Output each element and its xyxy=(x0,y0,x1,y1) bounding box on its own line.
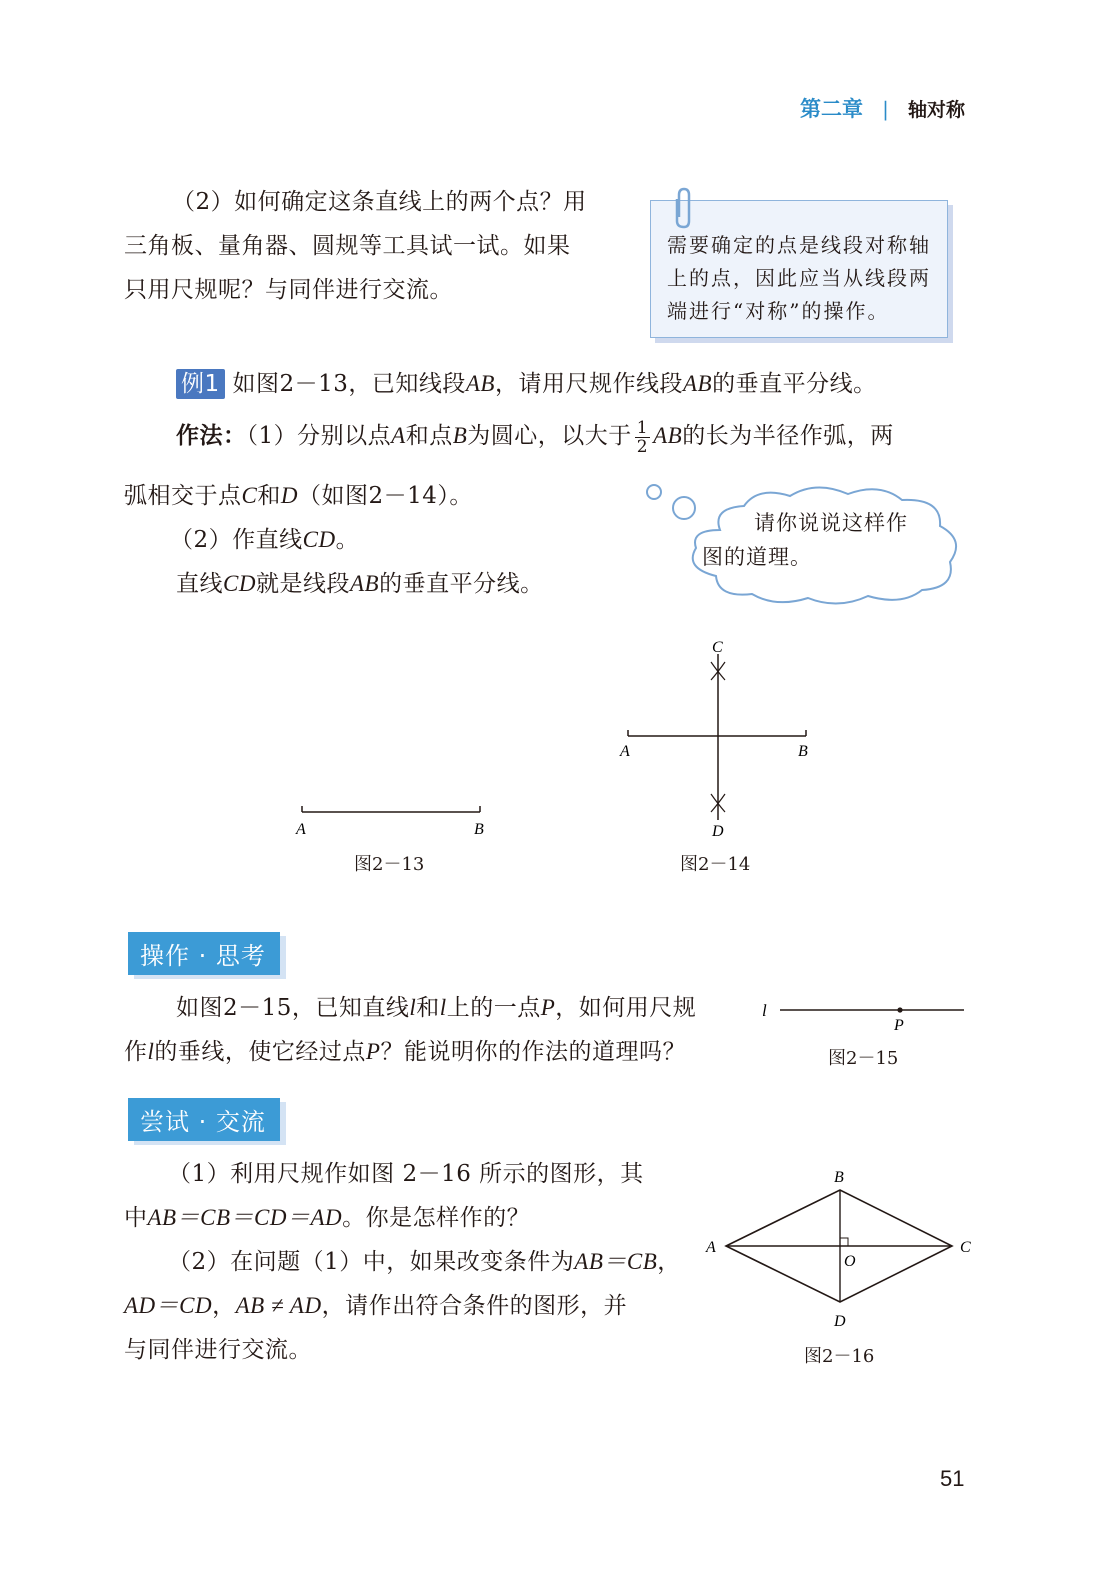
chapter-label: 第二章 xyxy=(800,97,863,121)
step-text: 的长为半径作弧，两 xyxy=(682,423,894,449)
step-text: 。 xyxy=(335,527,360,553)
note-line: 上的点，因此应当从线段两 xyxy=(667,266,931,290)
figure-2-13 xyxy=(290,796,500,846)
paperclip-icon xyxy=(673,187,695,233)
step-text: 为圆心，以大于 xyxy=(467,423,632,449)
figure-2-15 xyxy=(756,994,976,1038)
method-step1 xyxy=(176,414,894,458)
section2-line: （1）利用尺规作如图 2－16 所示的图形，其 xyxy=(168,1161,644,1187)
point-label-c: C xyxy=(960,1239,971,1256)
step-text: 弧相交于点 xyxy=(124,483,242,509)
bubble-line: 图的道理。 xyxy=(702,545,812,569)
section1-paragraph xyxy=(124,986,744,1074)
note-line: 端进行“对称”的操作。 xyxy=(667,299,890,323)
math-var: l xyxy=(439,995,447,1020)
section2-paragraph xyxy=(124,1152,694,1372)
method-conclusion xyxy=(176,562,544,606)
segment-ab xyxy=(302,806,480,812)
point-label-a: A xyxy=(296,821,306,838)
math-var: A xyxy=(391,423,406,448)
math-var: C xyxy=(241,483,258,508)
step-text: 的垂直平分线。 xyxy=(379,571,544,597)
header-separator: | xyxy=(882,97,889,121)
math-var: AB xyxy=(349,571,380,596)
math-var: CD xyxy=(302,527,336,552)
math-var: P xyxy=(540,995,556,1020)
segment-ab xyxy=(628,730,806,736)
line-label-l: l xyxy=(762,1001,767,1020)
point-label-d: D xyxy=(712,823,724,840)
math-var: AB xyxy=(653,423,683,448)
math-var: P xyxy=(365,1039,381,1064)
math-equation: AB＝CB＝CD＝AD xyxy=(147,1205,343,1230)
section-tag: 操作 · 思考 xyxy=(128,932,280,975)
point-label-a: A xyxy=(620,743,630,760)
example-text: 的垂直平分线。 xyxy=(712,371,877,397)
figure-caption: 图2－13 xyxy=(354,854,425,875)
intro-line: （2）如何确定这条直线上的两个点？用 xyxy=(172,189,587,215)
step-text: 就是线段 xyxy=(255,571,350,597)
method-step1-cont xyxy=(124,474,473,518)
step-text: （如图2－14）。 xyxy=(297,483,473,509)
intro-line: 只用尺规呢？与同伴进行交流。 xyxy=(124,277,453,303)
math-var: D xyxy=(280,483,298,508)
math-var: CD xyxy=(223,571,256,596)
figure-caption: 图2－15 xyxy=(828,1048,899,1069)
math-var: l xyxy=(147,1039,155,1064)
note-box xyxy=(650,200,948,338)
intro-line: 三角板、量角器、圆规等工具试一试。如果 xyxy=(124,233,571,259)
section1-line: 作l的垂线，使它经过点P？能说明你的作法的道理吗？ xyxy=(124,1039,686,1065)
point-label-o: O xyxy=(844,1253,856,1270)
math-equation: AB ≠ AD xyxy=(235,1293,322,1318)
fraction-half: $\frac{1}{2}$ xyxy=(636,417,649,457)
point-label-b: B xyxy=(834,1169,844,1186)
point-label-a: A xyxy=(706,1239,716,1256)
page-number: 51 xyxy=(940,1466,965,1491)
thought-bubble xyxy=(640,478,970,608)
point-label-d: D xyxy=(834,1313,846,1330)
example-badge: 例1 xyxy=(176,369,225,399)
right-angle-mark xyxy=(840,1238,848,1246)
step-text: （2）作直线 xyxy=(170,527,303,553)
point-label-b: B xyxy=(798,743,808,760)
math-var: B xyxy=(452,423,468,448)
math-var: l xyxy=(409,995,417,1020)
section2-line: 中AB＝CB＝CD＝AD。你是怎样作的？ xyxy=(124,1205,531,1231)
step-text: 直线 xyxy=(176,571,223,597)
step-text: （1）分别以点 xyxy=(246,423,392,449)
math-var: AB xyxy=(682,371,713,396)
bubble-line: 请你说说这样作 xyxy=(754,511,908,535)
step-text: 和点 xyxy=(405,423,453,449)
math-var: AB xyxy=(465,371,495,396)
section1-line: 如图2－15，已知直线l和l上的一点P，如何用尺规 xyxy=(176,995,697,1021)
page-header xyxy=(800,93,965,123)
chapter-title: 轴对称 xyxy=(907,99,965,121)
section2-line: 与同伴进行交流。 xyxy=(124,1337,312,1363)
example-text: ，请用尺规作线段 xyxy=(494,371,683,397)
point-label-c: C xyxy=(712,639,723,656)
example1-statement xyxy=(176,362,877,406)
figure-2-16 xyxy=(700,1160,980,1340)
point-label-p: P xyxy=(894,1017,904,1034)
figure-caption: 图2－14 xyxy=(680,854,751,875)
math-equation: AB＝CB xyxy=(574,1249,658,1274)
intro-paragraph xyxy=(124,180,644,312)
figure-2-14 xyxy=(610,632,830,842)
section2-line: AD＝CD，AB ≠ AD，请作出符合条件的图形，并 xyxy=(124,1293,628,1319)
math-equation: AD＝CD xyxy=(124,1293,213,1318)
point-label-b: B xyxy=(474,821,484,838)
section2-line: （2）在问题（1）中，如果改变条件为AB＝CB， xyxy=(168,1249,681,1275)
example-text: 如图2－13，已知线段 xyxy=(232,371,466,397)
method-label: 作法： xyxy=(176,423,247,449)
step-text: 和 xyxy=(257,483,281,509)
figure-caption: 图2－16 xyxy=(804,1346,875,1367)
point-p xyxy=(897,1007,902,1012)
method-step2 xyxy=(170,518,359,562)
note-line: 需要确定的点是线段对称轴 xyxy=(667,233,931,257)
section-tag: 尝试 · 交流 xyxy=(128,1098,280,1141)
